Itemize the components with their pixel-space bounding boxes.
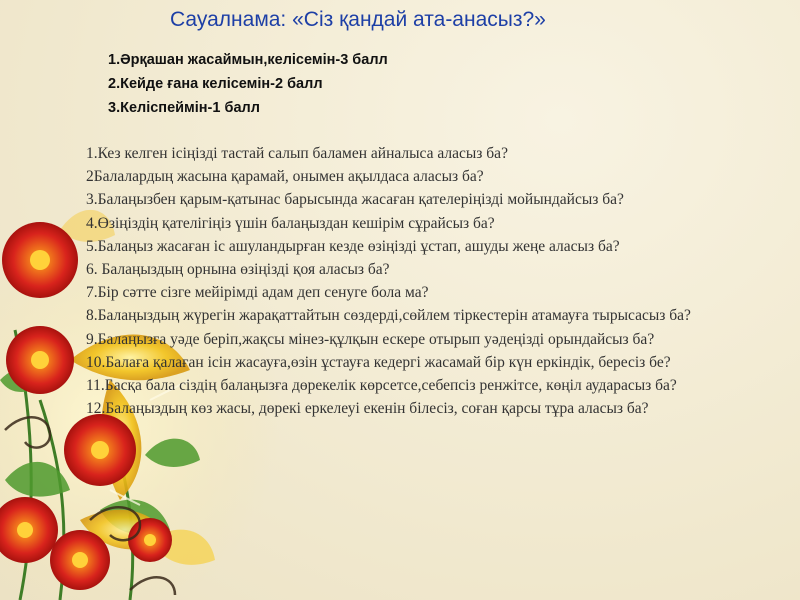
question-11: 11.Басқа бала сіздің балаңызға дөрекелік көрсетсе,себепсіз ренжітсе, көңіл аударасыз ба? — [86, 377, 677, 395]
question-5: 5.Балаңыз жасаған іс ашуландырған кезде өзіңізді ұстап, ашуды жеңе аласыз ба? — [86, 237, 620, 255]
question-1: 1.Кез келген ісіңізді тастай салып баламен айналыса аласыз ба? — [86, 145, 508, 162]
question-12: 12.Балаңыздың көз жасы, дөрекі еркелеуі екенін білесіз, соған қарсы тұра аласыз ба? — [86, 400, 649, 418]
question-2: 2Балалардың жасына қарамай, онымен ақылдаса аласыз ба? — [86, 168, 484, 186]
question-3: 3.Балаңызбен қарым-қатынас барысында жасаған қателеріңізді мойындайсыз ба? — [86, 191, 624, 209]
question-list — [86, 142, 786, 420]
red-flower-6 — [128, 518, 172, 562]
question-7: 7.Бір сәтте сізге мейірімді адам деп сенуге бола ма? — [86, 284, 429, 302]
question-6: 6. Балаңыздың орнына өзіңізді қоя аласыз ба? — [86, 261, 390, 279]
question-8: 8.Балаңыздың жүрегін жарақаттайтын сөздерді,сөйлем тіркестерін атамауға тырысасыз ба? — [86, 307, 691, 325]
red-flower-5 — [50, 530, 110, 590]
scale-item-1: 3.Келіспеймін-1 балл — [108, 100, 260, 116]
red-flower-2 — [6, 326, 74, 394]
question-10: 10.Балаға қалаған ісін жасауға,өзін ұстауға кедергі жасамай бір күн еркіндік, бересіз бе? — [86, 353, 671, 371]
red-flower-3 — [64, 414, 136, 486]
question-4: 4.Өзіңіздің қателігіңіз үшін балаңыздан кешірім сұрайсыз ба? — [86, 214, 495, 232]
question-9: 9.Балаңызға уәде беріп,жақсы мінез-құлқын ескере отырып уәдеңізді орындайсыз ба? — [86, 330, 655, 348]
scale-item-3: 1.Әрқашан жасаймын,келісемін-3 балл — [108, 52, 388, 68]
red-flower-1 — [2, 222, 78, 298]
rating-scale — [108, 48, 388, 120]
page-title: Сауалнама: «Сіз қандай ата-анасыз?» — [170, 8, 546, 31]
scale-item-2: 2.Кейде ғана келісемін-2 балл — [108, 76, 323, 92]
